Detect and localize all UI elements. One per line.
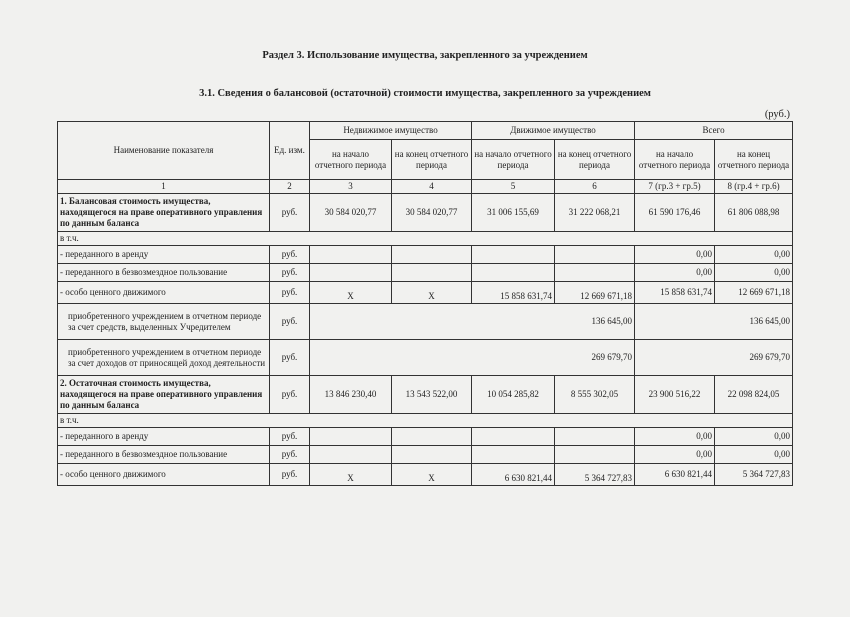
row-name: - переданного в аренду [58, 428, 270, 446]
col-number: 6 [555, 180, 635, 194]
property-value-table [57, 121, 793, 486]
cell-value: 31 222 068,21 [555, 194, 635, 232]
row-unit: руб. [270, 428, 310, 446]
row-unit: руб. [270, 464, 310, 486]
cell-value: 22 098 824,05 [715, 376, 793, 414]
row-name: - переданного в аренду [58, 246, 270, 264]
row-name: - особо ценного движимого [58, 282, 270, 304]
cell-value: 13 846 230,40 [310, 376, 392, 414]
row-name: в т.ч. [58, 414, 793, 428]
cell-value [472, 446, 555, 464]
cell-value: 0,00 [635, 446, 715, 464]
row-name: 1. Балансовая стоимость имущества, находящегося на праве оперативного управления по данным баланса [58, 194, 270, 232]
cell-value: 8 555 302,05 [555, 376, 635, 414]
cell-value: 15 858 631,74 [472, 282, 555, 304]
row-unit: руб. [270, 376, 310, 414]
cell-value [310, 246, 392, 264]
row-unit: руб. [270, 304, 310, 340]
cell-value: 12 669 671,18 [715, 282, 793, 304]
cell-value: 10 054 285,82 [472, 376, 555, 414]
cell-value: 0,00 [715, 446, 793, 464]
table-row-valuable-movable [58, 282, 793, 304]
header-start: на начало отчетного периода [635, 140, 715, 180]
cell-value: 0,00 [635, 246, 715, 264]
cell-value: Х [310, 282, 392, 304]
cell-value: 61 590 176,46 [635, 194, 715, 232]
row-unit: руб. [270, 446, 310, 464]
cell-value: 15 858 631,74 [635, 282, 715, 304]
cell-value: 5 364 727,83 [715, 464, 793, 486]
section-title: Раздел 3. Использование имущества, закрепленного за учреждением [262, 50, 588, 61]
header-movable: Движимое имущество [472, 122, 635, 140]
cell-value: Х [310, 464, 392, 486]
header-unit: Ед. изм. [270, 122, 310, 180]
cell-value [392, 264, 472, 282]
cell-value: 6 630 821,44 [635, 464, 715, 486]
cell-value: 0,00 [715, 428, 793, 446]
cell-value [472, 428, 555, 446]
cell-value: 0,00 [635, 264, 715, 282]
cell-value [392, 246, 472, 264]
row-unit: руб. [270, 194, 310, 232]
table-row-balance-value [58, 194, 793, 232]
cell-value [555, 446, 635, 464]
table-row-free-use [58, 264, 793, 282]
cell-value: 0,00 [715, 246, 793, 264]
row-name: - особо ценного движимого [58, 464, 270, 486]
cell-value [555, 428, 635, 446]
cell-value: 5 364 727,83 [555, 464, 635, 486]
row-name: 2. Остаточная стоимость имущества, находящегося на праве оперативного управления по данным баланса [58, 376, 270, 414]
cell-value [472, 264, 555, 282]
col-number: 5 [472, 180, 555, 194]
table-row-including [58, 414, 793, 428]
row-name: приобретенного учреждением в отчетном периоде за счет средств, выделенных Учредителем [58, 304, 270, 340]
cell-value: 61 806 088,98 [715, 194, 793, 232]
header-row-1 [58, 122, 793, 140]
header-name: Наименование показателя [58, 122, 270, 180]
header-realty: Недвижимое имущество [310, 122, 472, 140]
col-number: 3 [310, 180, 392, 194]
cell-value [555, 246, 635, 264]
table-row-including [58, 232, 793, 246]
header-start: на начало отчетного периода [472, 140, 555, 180]
cell-value: 23 900 516,22 [635, 376, 715, 414]
cell-value [310, 264, 392, 282]
row-name: - переданного в безвозмездное пользование [58, 264, 270, 282]
cell-value: 0,00 [635, 428, 715, 446]
cell-value: 0,00 [715, 264, 793, 282]
cell-value [392, 446, 472, 464]
table-row-free-use [58, 446, 793, 464]
cell-value: 269 679,70 [635, 340, 793, 376]
row-name: - переданного в безвозмездное пользование [58, 446, 270, 464]
column-numbers-row [58, 180, 793, 194]
table-row-rent [58, 428, 793, 446]
col-number: 1 [58, 180, 270, 194]
col-number: 8 (гр.4 + гр.6) [715, 180, 793, 194]
cell-value [310, 446, 392, 464]
cell-value: 12 669 671,18 [555, 282, 635, 304]
header-start: на начало отчетного периода [310, 140, 392, 180]
cell-value [555, 264, 635, 282]
cell-value: 136 645,00 [310, 304, 635, 340]
subsection-title: 3.1. Сведения о балансовой (остаточной) стоимости имущества, закрепленного за учреждением [199, 88, 651, 99]
cell-value: Х [392, 464, 472, 486]
header-end: на конец отчетного периода [715, 140, 793, 180]
table-row-residual-value [58, 376, 793, 414]
header-total: Всего [635, 122, 793, 140]
header-end: на конец отчетного периода [555, 140, 635, 180]
cell-value: 31 006 155,69 [472, 194, 555, 232]
cell-value: 13 543 522,00 [392, 376, 472, 414]
row-unit: руб. [270, 264, 310, 282]
cell-value [472, 246, 555, 264]
row-name: приобретенного учреждением в отчетном периоде за счет доходов от приносящей доход деятельности [58, 340, 270, 376]
col-number: 7 (гр.3 + гр.5) [635, 180, 715, 194]
row-unit: руб. [270, 340, 310, 376]
unit-label: (руб.) [764, 109, 790, 120]
header-end: на конец отчетного периода [392, 140, 472, 180]
cell-value: 269 679,70 [310, 340, 635, 376]
row-unit: руб. [270, 246, 310, 264]
table-row-rent [58, 246, 793, 264]
cell-value: Х [392, 282, 472, 304]
row-name: в т.ч. [58, 232, 793, 246]
table-row-acquired-income [58, 340, 793, 376]
col-number: 2 [270, 180, 310, 194]
table-row-valuable-movable [58, 464, 793, 486]
cell-value: 136 645,00 [635, 304, 793, 340]
cell-value [392, 428, 472, 446]
cell-value: 30 584 020,77 [310, 194, 392, 232]
table-row-acquired-founder [58, 304, 793, 340]
cell-value [310, 428, 392, 446]
col-number: 4 [392, 180, 472, 194]
row-unit: руб. [270, 282, 310, 304]
cell-value: 30 584 020,77 [392, 194, 472, 232]
cell-value: 6 630 821,44 [472, 464, 555, 486]
